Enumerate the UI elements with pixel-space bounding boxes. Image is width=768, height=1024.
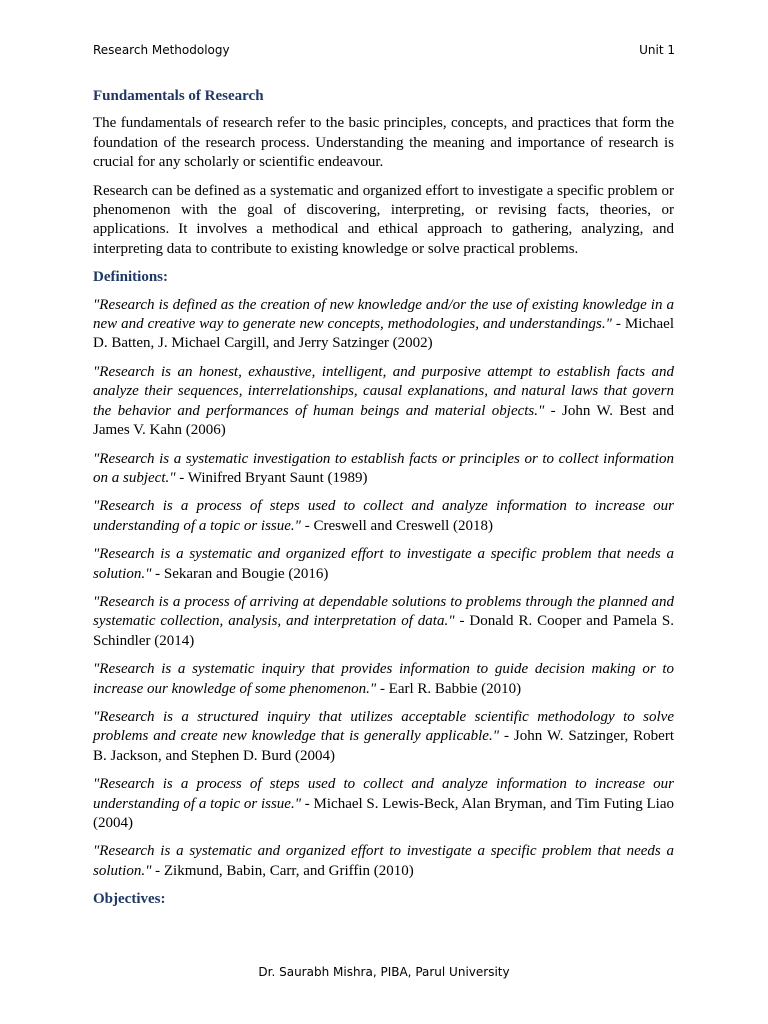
definition-item [93,593,674,651]
definition-quote: "Research is a systematic inquiry that provides information to guide decision making or to increase our knowledge of some phenomenon." [93,661,674,697]
section-heading-fundamentals: Fundamentals of Research [93,88,264,104]
definition-item [93,708,674,766]
definition-source: - Michael S. Lewis-Beck, Alan Bryman, and Tim Futing Liao (2004) [93,795,674,831]
definition-source: - Michael D. Batten, J. Michael Cargill, and Jerry Satzinger (2002) [93,316,675,352]
definition-item [93,363,674,441]
header-document-title: Research Methodology [93,43,230,57]
definition-source: - Winifred Bryant Saunt (1989) [175,469,368,486]
definition-item [93,545,674,584]
definition-quote: "Research is a process of steps used to collect and analyze information to increase our understanding of a topic or issue." [93,498,674,534]
paragraph-definition-general: Research can be defined as a systematic and organized effort to investigate a specific problem or phenomenon with the goal of discovering, interpreting, or revising facts, theories, or applications. It involves a methodical and ethical approach to gathering, analyzing, and interpreting data to contribute to existing knowledge or solve practical problems. [93,182,674,257]
page-footer [0,964,768,980]
definition-source: - Donald R. Cooper and Pamela S. Schindler (2014) [93,613,675,649]
definition-item [93,296,674,354]
footer-author: Dr. Saurabh Mishra, PIBA, Parul University [258,965,510,979]
definition-quote: "Research is a systematic and organized effort to investigate a specific problem that needs a solution." [93,843,674,879]
paragraph-intro: The fundamentals of research refer to the basic principles, concepts, and practices that form the foundation of the research process. Understanding the meaning and importance of research is crucial for any scholarly or scientific endeavour. [93,115,674,171]
definition-source: - Zikmund, Babin, Carr, and Griffin (2010) [151,862,414,879]
definition-item [93,497,674,536]
definition-quote: "Research is defined as the creation of new knowledge and/or the use of existing knowledge in a new and creative way to generate new concepts, methodologies, and understandings." [93,296,674,333]
section-heading-definitions: Definitions: [93,269,168,286]
definition-item [93,660,674,699]
header-unit-label: Unit 1 [639,43,675,57]
definition-source: - Creswell and Creswell (2018) [300,517,494,534]
definition-source: - Earl R. Babbie (2010) [376,680,522,697]
section-heading-objectives: Objectives: [93,891,166,908]
definition-quote: "Research is a process of arriving at dependable solutions to problems through the planned and systematic collection, analysis, and interpretation of data." [93,593,674,630]
definition-quote: "Research is a structured inquiry that utilizes acceptable scientific methodology to solve problems and create new knowledge that is generally applicable." [93,708,674,745]
definition-item [93,450,674,489]
definition-quote: "Research is a systematic and organized effort to investigate a specific problem that needs a solution." [93,546,674,582]
definition-quote: "Research is a process of steps used to collect and analyze information to increase our understanding of a topic or issue." [93,776,674,812]
page-header [93,42,675,58]
definition-quote: "Research is a systematic investigation to establish facts or principles or to collect information on a subject." [93,450,674,486]
definition-item [93,842,674,881]
definition-item [93,775,674,833]
definition-source: - John W. Satzinger, Robert B. Jackson, and Stephen D. Burd (2004) [93,728,675,764]
definition-source: - Sekaran and Bougie (2016) [151,565,329,582]
document-body [93,87,674,918]
definition-source: - John W. Best and James V. Kahn (2006) [93,402,674,439]
definition-quote: "Research is an honest, exhaustive, intelligent, and purposive attempt to establish facts and analyze their sequences, interrelationships, causal explanations, and natural laws that govern the behavior and performances of human beings and material objects." [93,363,674,419]
